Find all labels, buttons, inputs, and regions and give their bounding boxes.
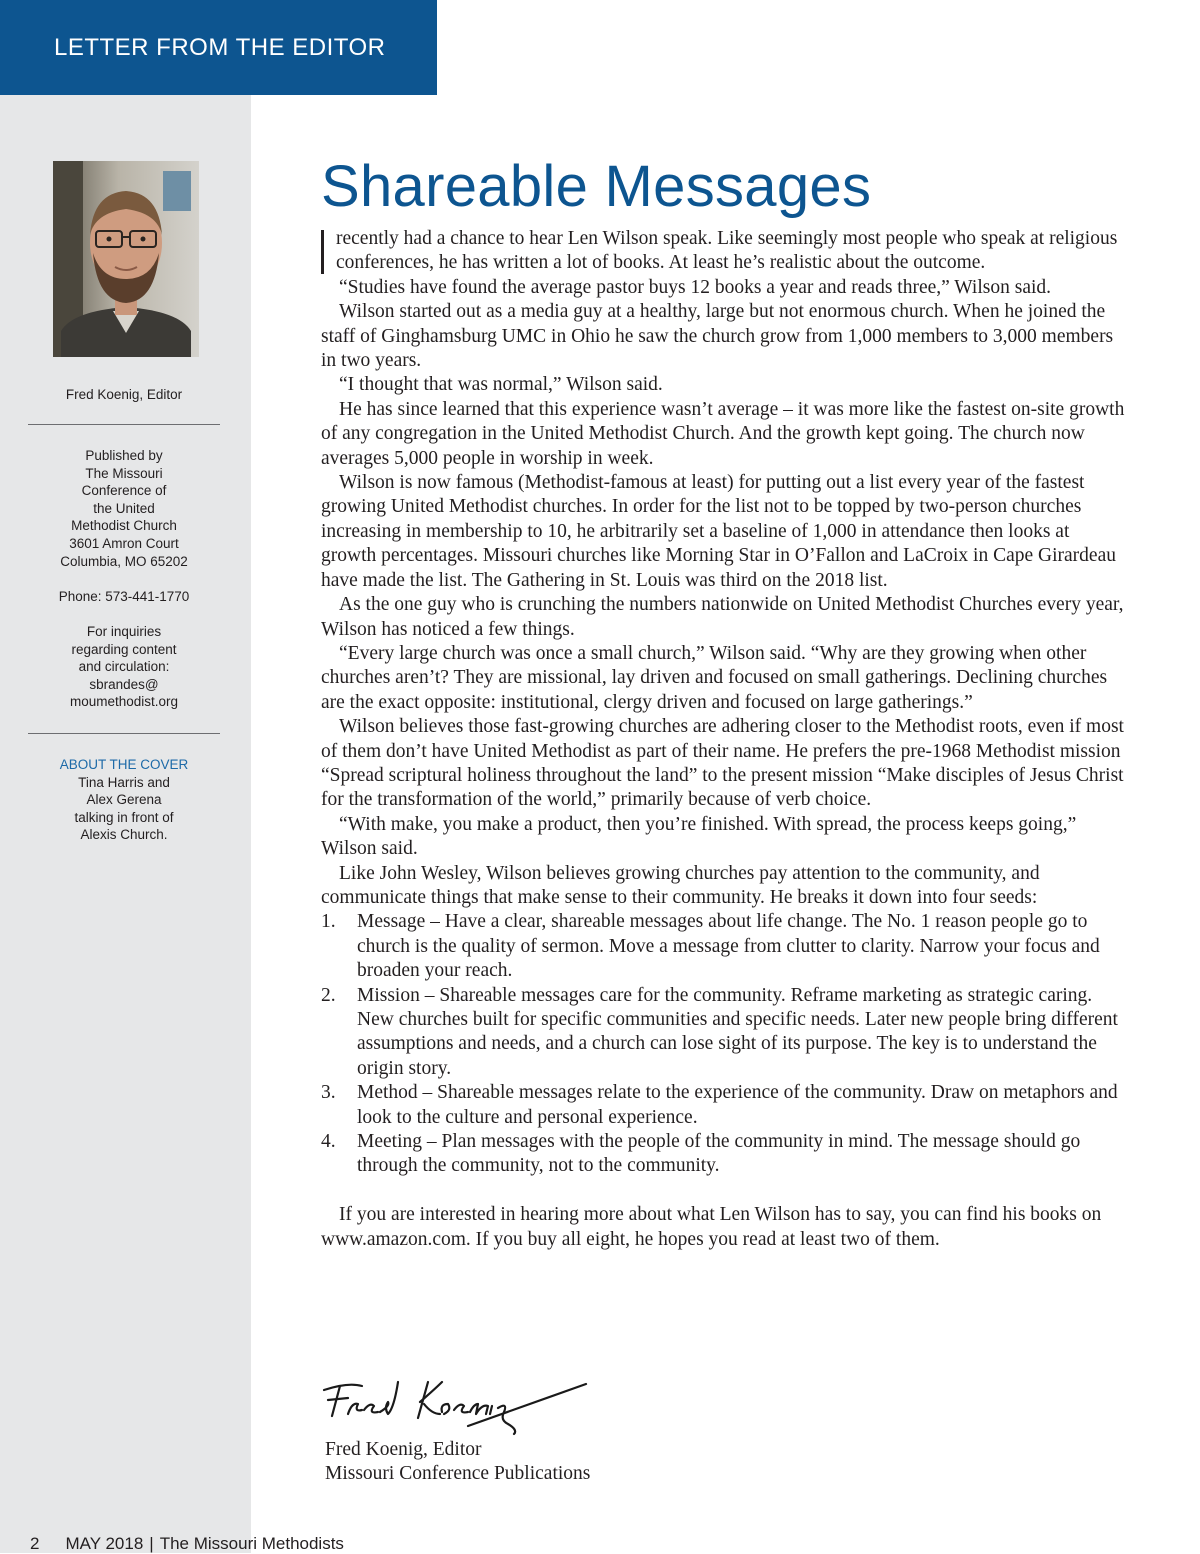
- list-item: [321, 1081, 1129, 1130]
- article-paragraph: [321, 227, 1129, 276]
- section-label: LETTER FROM THE EDITOR: [54, 34, 386, 61]
- four-seeds-list: [321, 910, 1129, 1178]
- article-paragraph: He has since learned that this experience wasn’t average – it was more like the fastest on-site growth of any congregation in the United Methodist Church. And the growth kept going. The church now averages 5,000 people in worship in week.: [321, 398, 1125, 469]
- drop-cap-i: [321, 230, 324, 274]
- article-paragraph: “Every large church was once a small church,” Wilson said. “Why are they growing when other churches aren’t? They are missional, lay driven and focused on small gatherings. Declining churches are the exact opposite: institutional, clergy driven and focused on large gatherings.”: [321, 642, 1108, 713]
- publisher-info: [28, 447, 220, 711]
- page-number: 2: [30, 1534, 40, 1553]
- editor-photo: [53, 161, 199, 357]
- page-footer: [30, 1534, 350, 1554]
- inquiry-line: For inquiries: [86, 623, 162, 639]
- inquiry-line: and circulation:: [78, 659, 170, 675]
- article-paragraph: “Studies have found the average pastor buys 12 books a year and reads three,” Wilson said.: [339, 276, 1052, 298]
- phone-number: Phone: 573-441-1770: [58, 588, 190, 604]
- article-title: Shareable Messages: [321, 154, 872, 219]
- publisher-line: Methodist Church: [71, 518, 177, 534]
- photo-caption: [28, 386, 220, 404]
- list-number: 3.: [321, 1082, 336, 1104]
- first-paragraph-text: recently had a chance to hear Len Wilson speak. Like seemingly most people who speak at religious conferences, he has written a lot of books. At least he’s realistic about the outcome.: [336, 228, 1118, 274]
- section-header-bar: [0, 0, 437, 95]
- article-paragraph: Wilson believes those fast-growing churches are adhering closer to the Methodist roots, even if most of them don’t have United Methodist as part of their name. He prefers the pre-1968 Methodist mission “Spread scriptural holiness throughout the land” to the present mission “Make disciples of Jesus Christ for the transformation of the world,” primarily because of verb choice.: [321, 716, 1124, 811]
- issue-date: MAY 2018: [65, 1534, 144, 1553]
- email-line[interactable]: sbrandes@: [89, 676, 159, 692]
- publisher-line: The Missouri: [85, 465, 163, 481]
- sidebar-divider: [28, 424, 220, 425]
- list-item-text: Message – Have a clear, shareable messages about life change. The No. 1 reason people go to church is the quality of sermon. Move a message from clutter to clarity. Narrow your focus and broaden your reach.: [357, 911, 1100, 982]
- list-number: 4.: [321, 1131, 336, 1153]
- publisher-line: Columbia, MO 65202: [60, 553, 188, 569]
- sidebar-divider: [28, 733, 220, 734]
- list-number: 2.: [321, 984, 336, 1006]
- list-item: [321, 1130, 1129, 1179]
- article-paragraph: Wilson started out as a media guy at a healthy, large but not enormous church. When he joined the staff of Ginghamsburg UMC in Ohio he saw the church grow from 1,000 members to 3,000 members in two years.: [321, 301, 1114, 372]
- list-number: 1.: [321, 911, 336, 933]
- publication-name: The Missouri Methodists: [159, 1534, 344, 1553]
- publisher-line: Published by: [85, 448, 163, 463]
- about-cover: [28, 756, 220, 844]
- cover-line: Alexis Church.: [80, 827, 168, 843]
- article-paragraph: “With make, you make a product, then you’re finished. With spread, the process keeps going,” Wilson said.: [321, 813, 1077, 860]
- publisher-line: Conference of: [81, 483, 167, 499]
- list-item-text: Mission – Shareable messages care for the community. Reframe marketing as strategic caring. New churches built for specific communities and specific needs. Later new people bring different assumptions and needs, and a church can lose sight of its purpose. The key is to understand the origin story.: [357, 984, 1118, 1079]
- cover-line: Alex Gerena: [86, 792, 162, 808]
- list-item-text: Meeting – Plan messages with the people of the community in mind. The message should go through the community, not to the community.: [357, 1131, 1081, 1177]
- list-item: [321, 910, 1129, 983]
- sign-off-org: Missouri Conference Publications: [325, 1463, 591, 1485]
- article-paragraph: Like John Wesley, Wilson believes growing churches pay attention to the community, and communicate things that make sense to their community. He breaks it down into four seeds:: [321, 862, 1040, 908]
- about-cover-heading: ABOUT THE COVER: [59, 757, 189, 772]
- publisher-line: the United: [93, 500, 155, 516]
- cover-line: Tina Harris and: [78, 774, 170, 790]
- footer-separator: |: [149, 1534, 154, 1553]
- closing-paragraph: If you are interested in hearing more about what Len Wilson has to say, you can find his books on www.amazon.com. If you buy all eight, he hopes you read at least two of them.: [321, 1204, 1102, 1250]
- list-item-text: Method – Shareable messages relate to the experience of the community. Draw on metaphors and look to the culture and personal experience.: [357, 1082, 1118, 1128]
- cover-line: talking in front of: [74, 809, 174, 825]
- publisher-line: 3601 Amron Court: [69, 535, 179, 551]
- inquiry-line: regarding content: [71, 641, 177, 657]
- handwritten-signature: [318, 1368, 608, 1438]
- article-paragraph: As the one guy who is crunching the numbers nationwide on United Methodist Churches every year, Wilson has noticed a few things.: [321, 594, 1124, 640]
- article-paragraph: “I thought that was normal,” Wilson said.: [339, 374, 663, 396]
- article-paragraph: Wilson is now famous (Methodist-famous at least) for putting out a list every year of the fastest growing United Methodist churches. In order for the list not to be topped by two-person churches increasing in membership to 10, he arbitrarily set a baseline of 1,000 in attendance then looks at growth percentages. Missouri churches like Morning Star in O’Fallon and LaCroix in Cape Girardeau have made the list. The Gathering in St. Louis was third on the 2018 list.: [321, 472, 1116, 591]
- photo-caption-text: Fred Koenig, Editor: [65, 387, 183, 402]
- sign-off: [325, 1438, 590, 1487]
- list-item: [321, 984, 1129, 1082]
- email-line[interactable]: moumethodist.org: [69, 694, 179, 710]
- sign-off-name: Fred Koenig, Editor: [325, 1439, 482, 1460]
- article-body: [321, 227, 1129, 1252]
